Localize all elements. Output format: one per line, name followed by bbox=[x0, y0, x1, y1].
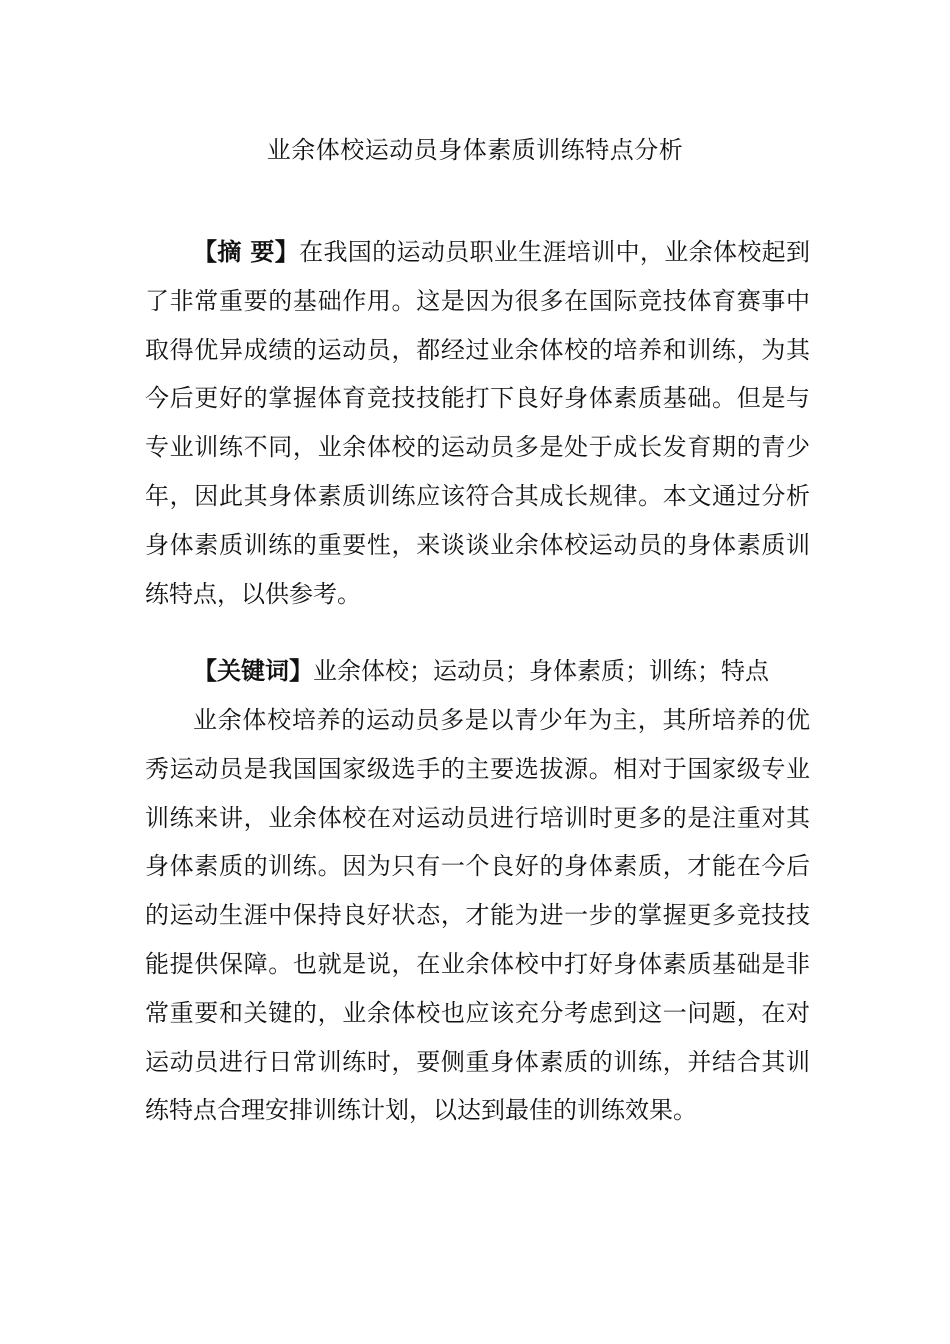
abstract-text: 在我国的运动员职业生涯培训中，业余体校起到了非常重要的基础作用。这是因为很多在国际竞技体育赛事中取得优异成绩的运动员，都经过业余体校的培养和训练，为其今后更好的掌握体育竞技技能打下良好身体素质基础。但是与专业训练不同，业余体校的运动员多是处于成长发育期的青少年，因此其身体素质训练应该符合其成长规律。本文通过分析身体素质训练的重要性，来谈谈业余体校运动员的身体素质训练特点，以供参考。 bbox=[145, 238, 811, 608]
abstract-label: 【摘 要】 bbox=[193, 237, 300, 266]
keywords-paragraph bbox=[145, 647, 810, 696]
keywords-label: 【关键词】 bbox=[193, 656, 313, 685]
abstract-paragraph bbox=[145, 228, 810, 618]
body-paragraph: 业余体校培养的运动员多是以青少年为主，其所培养的优秀运动员是我国国家级选手的主要选拔源。相对于国家级专业训练来讲，业余体校在对运动员进行培训时更多的是注重对其身体素质的训练。因为只有一个良好的身体素质，才能在今后的运动生涯中保持良好状态，才能为进一步的掌握更多竞技技能提供保障。也就是说，在业余体校中打好身体素质基础是非常重要和关键的，业余体校也应该充分考虑到这一问题，在对运动员进行日常训练时，要侧重身体素质的训练，并结合其训练特点合理安排训练计划，以达到最佳的训练效果。 bbox=[145, 706, 810, 1125]
document-title: 业余体校运动员身体素质训练特点分析 bbox=[266, 136, 684, 164]
keywords-text: 业余体校；运动员；身体素质；训练；特点 bbox=[313, 657, 769, 685]
